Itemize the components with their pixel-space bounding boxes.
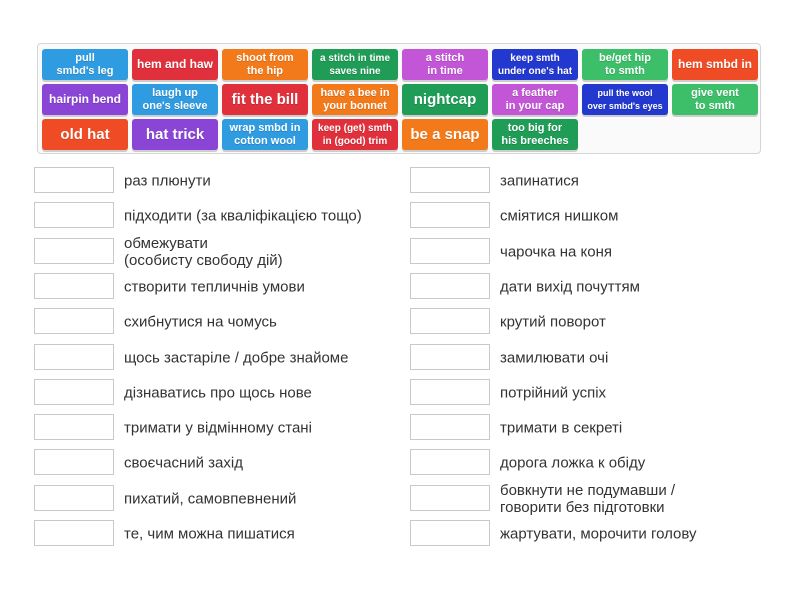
definition-label: дати вихід почуттям — [500, 278, 640, 296]
definition-label: чарочка на коня — [500, 243, 613, 261]
definition-label: тримати у відмінному стані — [124, 419, 312, 437]
drop-slot[interactable] — [34, 308, 114, 334]
drop-slot[interactable] — [410, 449, 490, 475]
match-row — [34, 449, 394, 477]
drop-slot[interactable] — [34, 485, 114, 511]
drop-slot[interactable] — [34, 414, 114, 440]
drop-slot[interactable] — [34, 238, 114, 264]
match-row — [34, 379, 394, 407]
drop-slot[interactable] — [410, 167, 490, 193]
drop-slot[interactable] — [410, 273, 490, 299]
answer-tile[interactable]: shoot from the hip — [222, 49, 308, 80]
drop-slot[interactable] — [34, 202, 114, 228]
drop-slot[interactable] — [410, 202, 490, 228]
answer-tile[interactable]: a stitch in time saves nine — [312, 49, 398, 80]
match-row — [410, 202, 770, 230]
match-row — [410, 344, 770, 372]
match-row — [410, 308, 770, 336]
answer-tile[interactable]: old hat — [42, 119, 128, 150]
definition-label: потрійний успіх — [500, 384, 607, 402]
match-row — [410, 167, 770, 195]
definition-label: крутий поворот — [500, 313, 606, 331]
answer-tile[interactable]: laugh up one's sleeve — [132, 84, 218, 115]
answer-tile[interactable]: be/get hip to smth — [582, 49, 668, 80]
match-row — [410, 414, 770, 442]
definition-label: запинатися — [500, 172, 579, 190]
match-row — [34, 344, 394, 372]
match-row — [410, 238, 770, 266]
drop-slot[interactable] — [410, 485, 490, 511]
drop-slot[interactable] — [410, 379, 490, 405]
definition-label: своєчасний захід — [124, 454, 243, 472]
definition-label: пихатий, самовпевнений — [124, 490, 297, 508]
definition-label: щось застаріле / добре знайоме — [124, 349, 349, 366]
answer-tile[interactable]: hairpin bend — [42, 84, 128, 115]
drop-slot[interactable] — [34, 449, 114, 475]
definition-label: замилювати очі — [500, 349, 609, 366]
answer-tile[interactable]: keep (get) smth in (good) trim — [312, 119, 398, 150]
drop-slot[interactable] — [410, 238, 490, 264]
match-row — [34, 520, 394, 548]
drop-slot[interactable] — [410, 308, 490, 334]
drop-slot[interactable] — [34, 520, 114, 546]
answer-tile[interactable]: be a snap — [402, 119, 488, 150]
match-row — [34, 414, 394, 442]
definition-label: дорога ложка к обіду — [500, 454, 646, 472]
drop-slot[interactable] — [34, 273, 114, 299]
answer-tile[interactable]: hem smbd in — [672, 49, 758, 80]
drop-slot[interactable] — [410, 344, 490, 370]
drop-slot[interactable] — [410, 520, 490, 546]
definition-label: бовкнути не подумавши / говорити без підготовки — [500, 481, 676, 516]
answer-tile[interactable]: too big for his breeches — [492, 119, 578, 150]
definition-label: створити тепличнів умови — [124, 278, 305, 296]
answer-tile[interactable]: wrap smbd in cotton wool — [222, 119, 308, 150]
match-row — [34, 273, 394, 301]
definition-label: підходити (за кваліфікацією тощо) — [124, 207, 362, 225]
answer-tile[interactable]: hat trick — [132, 119, 218, 150]
match-row — [34, 167, 394, 195]
drop-slot[interactable] — [34, 167, 114, 193]
match-row — [410, 379, 770, 407]
definition-label: раз плюнути — [124, 172, 211, 190]
answer-tile[interactable]: nightcap — [402, 84, 488, 115]
definition-label: тримати в секреті — [500, 419, 623, 437]
drop-slot[interactable] — [34, 379, 114, 405]
match-row — [410, 273, 770, 301]
definition-label: дізнаватись про щось нове — [124, 384, 312, 402]
answer-tile[interactable]: fit the bill — [222, 84, 308, 115]
answer-tile[interactable]: give vent to smth — [672, 84, 758, 115]
answer-tile[interactable]: have a bee in your bonnet — [312, 84, 398, 115]
match-row — [410, 520, 770, 548]
answer-tile[interactable]: pull the wool over smbd's eyes — [582, 84, 668, 115]
match-row — [410, 481, 770, 516]
answer-tile[interactable]: a stitch in time — [402, 49, 488, 80]
match-row — [34, 308, 394, 336]
definition-label: сміятися нишком — [500, 207, 619, 225]
drop-slot[interactable] — [410, 414, 490, 440]
answer-tile[interactable]: hem and haw — [132, 49, 218, 80]
answer-tile[interactable]: keep smth under one's hat — [492, 49, 578, 80]
drop-slot[interactable] — [34, 344, 114, 370]
match-row — [34, 485, 394, 513]
definition-label: те, чим можна пишатися — [124, 525, 295, 543]
match-row — [34, 234, 394, 269]
definition-label: жартувати, морочити голову — [500, 525, 697, 543]
match-row — [34, 202, 394, 230]
answer-tile[interactable]: a feather in your cap — [492, 84, 578, 115]
match-row — [410, 449, 770, 477]
definition-label: обмежувати (особисту свободу дій) — [124, 234, 283, 269]
definition-label: схибнутися на чомусь — [124, 313, 277, 331]
answer-tile[interactable]: pull smbd's leg — [42, 49, 128, 80]
